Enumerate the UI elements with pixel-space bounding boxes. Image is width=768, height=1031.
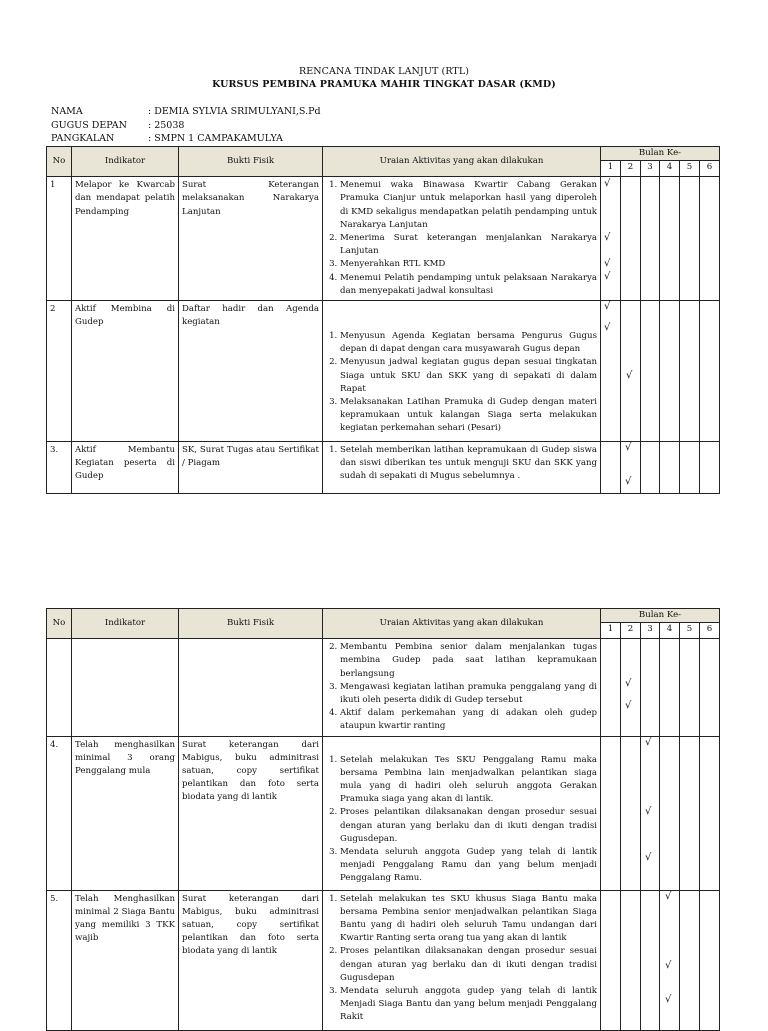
month-cell: [680, 301, 700, 442]
month-header: 1: [601, 623, 621, 639]
check-mark: √: [645, 736, 652, 748]
row-number: 3.: [47, 442, 72, 494]
activity-item: 1. Setelah melakukan Tes SKU Penggalang Ramu maka bersama Pembina lain menjadwalkan pelantikan siaga mula yang di hadiri oleh seluruh anggota Gerakan Pramuka siaga yang akan di lantik.: [340, 754, 597, 807]
meta-row-gugus-depan: [51, 119, 321, 133]
uraian-cell: [323, 890, 601, 1030]
table-row: [47, 301, 720, 442]
row-number: 5.: [47, 890, 72, 1030]
month-cell: [601, 301, 621, 442]
uraian-cell: [323, 177, 601, 301]
month-cell: [621, 639, 641, 736]
indikator-cell: [72, 639, 179, 736]
activity-item: 2. Menyusun jadwal kegiatan gugus depan sesuai tingkatan Siaga untuk SKU dan SKK yang di sepakati di dalam Rapat: [340, 356, 597, 396]
check-mark: √: [604, 258, 611, 270]
month-cell: [680, 639, 700, 736]
header-bukti-fisik: Bukti Fisik: [179, 609, 323, 639]
row-number: [47, 639, 72, 736]
header-bulan: Bulan Ke-: [601, 609, 720, 623]
month-cell: [641, 639, 660, 736]
bukti-fisik-cell: Surat keterangan dari Mabigus, buku adminitrasi satuan, copy sertifikat pelantikan dan foto serta biodata yang di lantik: [179, 736, 323, 890]
month-header: 4: [660, 161, 680, 177]
month-cell: [621, 442, 641, 494]
check-mark: √: [604, 232, 611, 244]
check-mark: √: [645, 805, 652, 817]
bukti-fisik-cell: Surat Keterangan melaksanakan Narakarya Lanjutan: [179, 177, 323, 301]
activity-item: 2. Proses pelantikan dilaksanakan dengan prosedur sesuai dengan aturan yag berlaku dan di ikuti dengan tradisi Gugusdepan: [340, 945, 597, 985]
table-row: [47, 442, 720, 494]
month-cell: [621, 736, 641, 890]
month-cell: [621, 177, 641, 301]
month-cell: [660, 736, 680, 890]
header-row: [47, 147, 720, 161]
header-bulan: Bulan Ke-: [601, 147, 720, 161]
bukti-fisik-cell: [179, 639, 323, 736]
rtl-table-1: [46, 146, 720, 494]
activity-item: 1. Menemui waka Binawasa Kwartir Cabang Gerakan Pramuka Cianjur untuk melaporkan hasil yang diperoleh di KMD sekaligus mendapatkan pelatih pendamping untuk Narakarya Lanjutan: [340, 179, 597, 232]
uraian-cell: [323, 639, 601, 736]
month-cell: [680, 890, 700, 1030]
indikator-cell: Melapor ke Kwarcab dan mendapat pelatih Pendamping: [72, 177, 179, 301]
month-cell: [700, 177, 720, 301]
month-cell: [601, 177, 621, 301]
month-header: 2: [621, 161, 641, 177]
activity-item: 1. Setelah memberikan latihan kepramukaan di Gudep siswa dan siswi diberikan tes untuk menguji SKU dan SKK yang sudah di sepakati di Mugus sebelumnya .: [340, 444, 597, 484]
activity-item: 3. Mendata seluruh anggota Gudep yang telah di lantik menjadi Penggalang Ramu dan yang belum menjadi Penggalang Ramu.: [340, 846, 597, 886]
month-header: 1: [601, 161, 621, 177]
check-mark: √: [645, 851, 652, 863]
uraian-cell: [323, 736, 601, 890]
month-cell: [660, 301, 680, 442]
month-cell: [660, 639, 680, 736]
month-cell: [680, 442, 700, 494]
activity-item: 3. Melaksanakan Latihan Pramuka di Gudep dengan materi kepramukaan untuk kalangan Siaga serta melakukan kegiatan perkemahan sehari (Pesari): [340, 396, 597, 436]
identity-block: [51, 105, 321, 146]
uraian-cell: [323, 301, 601, 442]
month-cell: [641, 301, 660, 442]
header-indikator: Indikator: [72, 609, 179, 639]
meta-label: GUGUS DEPAN: [51, 119, 127, 131]
check-mark: √: [665, 993, 672, 1005]
table-row: [47, 639, 720, 736]
table-row: [47, 177, 720, 301]
header-no: No: [47, 147, 72, 177]
check-mark: √: [665, 890, 672, 902]
check-mark: √: [625, 442, 632, 454]
row-number: 4.: [47, 736, 72, 890]
header-uraian: Uraian Aktivitas yang akan dilakukan: [323, 147, 601, 177]
activity-item: 4. Menemui Pelatih pendamping untuk pelaksaan Narakarya dan menyepakati jadwal konsultasi: [340, 272, 597, 298]
month-cell: [700, 890, 720, 1030]
activity-item: 2. Proses pelantikan dilaksanakan dengan prosedur sesuai dengan aturan yang berlaku dan di ikuti dengan tradisi Gugusdepan.: [340, 806, 597, 846]
month-cell: [680, 177, 700, 301]
meta-value: : 25038: [148, 119, 185, 131]
month-header: 2: [621, 623, 641, 639]
month-cell: [700, 442, 720, 494]
month-header: 5: [680, 161, 700, 177]
document-title: RENCANA TINDAK LANJUT (RTL): [298, 66, 470, 77]
header-bukti-fisik: Bukti Fisik: [179, 147, 323, 177]
activity-item: 1. Setelah melakukan tes SKU khusus Siaga Bantu maka bersama Pembina senior menjadwalkan pelantikan Siaga Bantu yang di hadiri oleh seluruh Tamu undangan dari Kwartir Ranting serta orang tua yang akan di lantik: [340, 893, 597, 946]
month-cell: [641, 890, 660, 1030]
month-cell: [680, 736, 700, 890]
meta-value: : SMPN 1 CAMPAKAMULYA: [148, 133, 283, 144]
row-number: 2: [47, 301, 72, 442]
indikator-cell: Telah menghasilkan minimal 3 orang Penggalang mula: [72, 736, 179, 890]
month-cell: [641, 736, 660, 890]
month-cell: [601, 442, 621, 494]
header-uraian: Uraian Aktivitas yang akan dilakukan: [323, 609, 601, 639]
month-header: 6: [700, 623, 720, 639]
table-row: [47, 736, 720, 890]
meta-label: PANGKALAN: [51, 133, 115, 144]
month-header: 4: [660, 623, 680, 639]
header-no: No: [47, 609, 72, 639]
check-mark: √: [604, 178, 611, 190]
month-cell: [660, 177, 680, 301]
meta-row-pangkalan: [51, 132, 321, 146]
month-cell: [660, 890, 680, 1030]
meta-value: : DEMIA SYLVIA SRIMULYANI,S.Pd: [148, 106, 321, 117]
month-header: 3: [641, 161, 660, 177]
uraian-cell: [323, 442, 601, 494]
check-mark: √: [626, 370, 633, 382]
month-cell: [660, 442, 680, 494]
activity-item: 2. Membantu Pembina senior dalam menjalankan tugas membina Gudep pada saat latihan kepramukaan berlangsung: [340, 641, 597, 681]
month-cell: [641, 442, 660, 494]
check-mark: √: [604, 271, 611, 283]
check-mark: √: [625, 476, 632, 488]
activity-item: 1. Menyusun Agenda Kegiatan bersama Pengurus Gugus depan di dapat dengan cara musyawarah Gugus depan: [340, 330, 597, 356]
month-cell: [601, 736, 621, 890]
month-cell: [700, 639, 720, 736]
activity-item: 3. Mendata seluruh anggota gudep yang telah di lantik Menjadi Siaga Bantu dan yang belum menjadi Penggalang Rakit: [340, 985, 597, 1025]
check-mark: √: [625, 700, 632, 712]
check-mark: √: [604, 301, 611, 313]
bukti-fisik-cell: Surat keterangan dari Mabigus, buku adminitrasi satuan, copy sertifikat pelantikan dan foto serta biodata yang di lantik: [179, 890, 323, 1030]
month-cell: [641, 177, 660, 301]
header-indikator: Indikator: [72, 147, 179, 177]
indikator-cell: Aktif Membantu Kegiatan peserta di Gudep: [72, 442, 179, 494]
meta-row-nama: [51, 105, 321, 119]
bukti-fisik-cell: SK, Surat Tugas atau Sertifikat / Piagam: [179, 442, 323, 494]
month-cell: [621, 301, 641, 442]
check-mark: √: [665, 959, 672, 971]
check-mark: √: [604, 322, 611, 334]
activity-item: 4. Aktif dalam perkemahan yang di adakan oleh gudep ataupun kwartir ranting: [340, 707, 597, 733]
row-number: 1: [47, 177, 72, 301]
rtl-table-2: [46, 608, 720, 1031]
indikator-cell: Aktif Membina di Gudep: [72, 301, 179, 442]
month-header: 3: [641, 623, 660, 639]
check-mark: √: [625, 678, 632, 690]
header-row: [47, 609, 720, 623]
activity-item: 2. Menerima Surat keterangan menjalankan Narakarya Lanjutan: [340, 232, 597, 258]
table-row: [47, 890, 720, 1030]
month-cell: [700, 301, 720, 442]
meta-label: NAMA: [51, 106, 83, 117]
month-header: 5: [680, 623, 700, 639]
month-header: 6: [700, 161, 720, 177]
month-cell: [621, 890, 641, 1030]
document-subtitle: KURSUS PEMBINA PRAMUKA MAHIR TINGKAT DASAR (KMD): [212, 79, 556, 90]
month-cell: [601, 639, 621, 736]
activity-item: 3. Menyerahkan RTL KMD: [340, 258, 597, 271]
month-cell: [601, 890, 621, 1030]
indikator-cell: Telah Menghasilkan minimal 2 Siaga Bantu yang memiliki 3 TKK wajib: [72, 890, 179, 1030]
activity-item: 3. Mengawasi kegiatan latihan pramuka penggalang yang di ikuti oleh peserta didik di Gudep tersebut: [340, 681, 597, 707]
bukti-fisik-cell: Daftar hadir dan Agenda kegiatan: [179, 301, 323, 442]
month-cell: [700, 736, 720, 890]
